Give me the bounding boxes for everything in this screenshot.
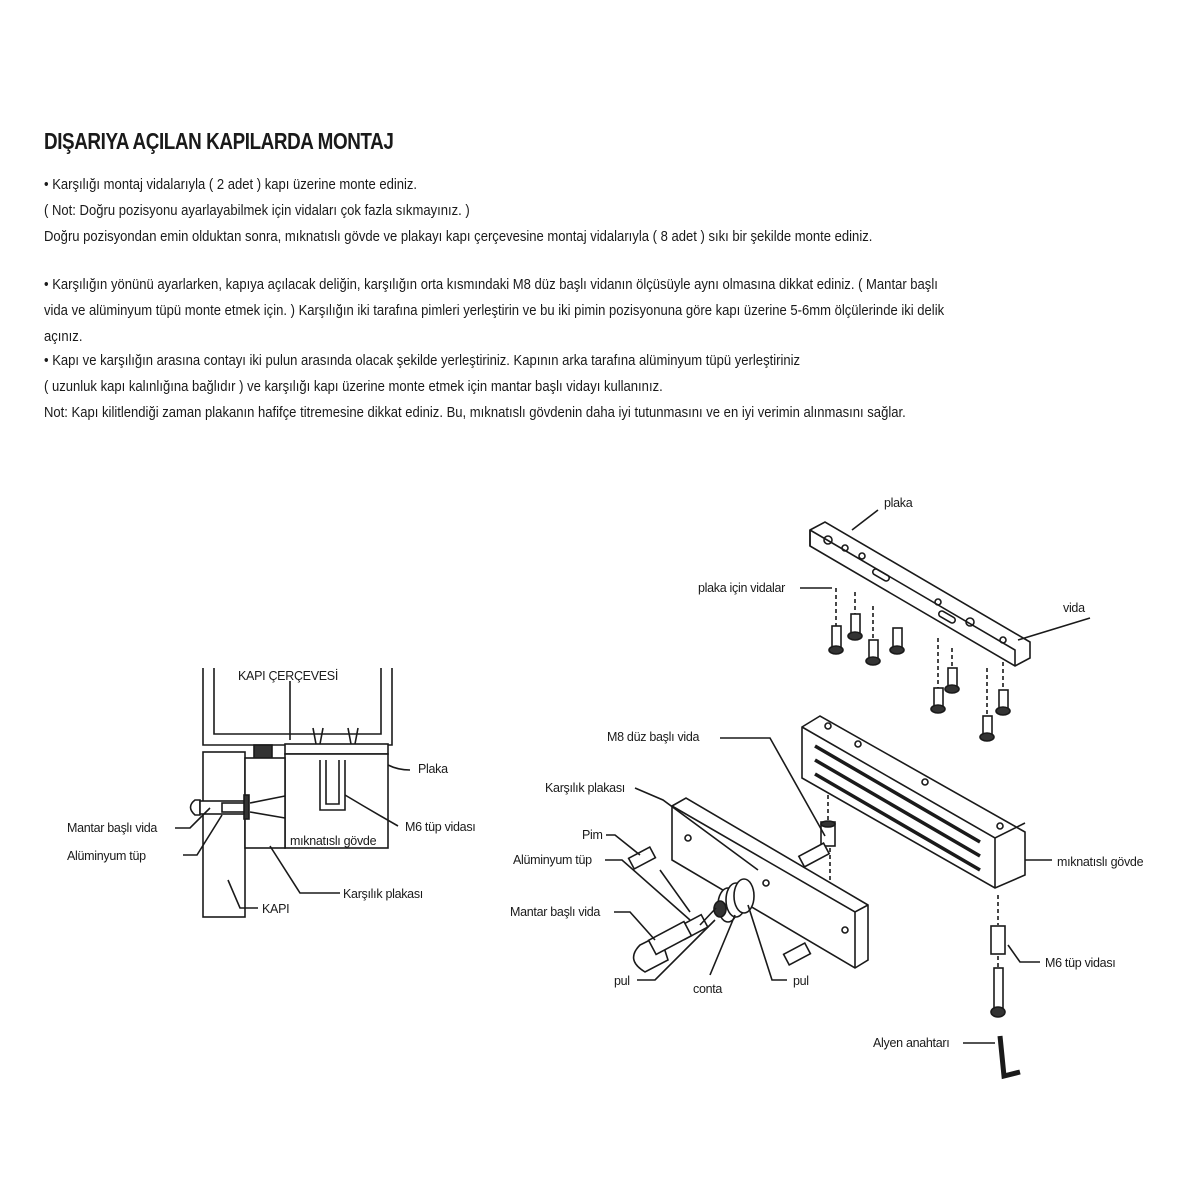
- label-m6-tup-vidasi: M6 tüp vidası: [405, 820, 476, 834]
- label-kapi-cercevesi: KAPI ÇERÇEVESİ: [238, 669, 338, 683]
- label-mantar-basli-vida: Mantar başlı vida: [510, 905, 601, 919]
- text-line: • Karşılığı montaj vidalarıyla ( 2 adet ) kapı üzerine monte ediniz.: [44, 177, 418, 193]
- label-plaka: plaka: [884, 496, 913, 510]
- label-plaka-icin-vidalar: plaka için vidalar: [698, 581, 786, 595]
- label-miknatisli-govde: mıknatıslı gövde: [290, 834, 377, 848]
- text-line: ( uzunluk kapı kalınlığına bağlıdır ) ve karşılığı kapı üzerine monte etmek için mantar başlı vidayı kullanınız.: [44, 379, 663, 395]
- text-line: • Karşılığın yönünü ayarlarken, kapıya açılacak deliğin, karşılığın orta kısmındaki M8 düz başlı vidanın ölçüsüyle aynı olmasına dikkat ediniz. ( Mantar başlı: [44, 277, 938, 293]
- text-line: ( Not: Doğru pozisyonu ayarlayabilmek için vidaları çok fazla sıkmayınız. ): [44, 203, 470, 219]
- text-line: Not: Kapı kilitlendiği zaman plakanın hafifçe titremesine dikkat ediniz. Bu, mıknatıslı gövdenin daha iyi tutunmasını ve en iyi verimin alınmasını sağlar.: [44, 405, 906, 421]
- label-pul-left: pul: [614, 974, 630, 988]
- label-aluminyum-tup: Alüminyum tüp: [67, 849, 146, 863]
- text-line: vida ve alüminyum tüpü monte etmek için. ) Karşılığın iki tarafına pimleri yerleştirin ve bu iki pimin pozisyonuna göre kapı üzerine 5-6mm ölçülerinde iki delik: [44, 303, 945, 319]
- text-line: • Kapı ve karşılığın arasına contayı iki pulun arasında olacak şekilde yerleştiriniz. Kapının arka tarafına alüminyum tüpü yerleştiriniz: [44, 353, 801, 369]
- label-pul-right: pul: [793, 974, 809, 988]
- label-conta: conta: [693, 982, 723, 996]
- label-karsilik-plakasi: Karşılık plakası: [545, 781, 625, 795]
- page-title: DIŞARIYA AÇILAN KAPILARDA MONTAJ: [44, 128, 394, 154]
- label-kapi: KAPI: [262, 902, 290, 916]
- label-m6-tup-vidasi: M6 tüp vidası: [1045, 956, 1116, 970]
- label-aluminyum-tup: Alüminyum tüp: [513, 853, 592, 867]
- label-vida: vida: [1063, 601, 1085, 615]
- label-miknatisli-govde: mıknatıslı gövde: [1057, 855, 1144, 869]
- label-pim: Pim: [582, 828, 603, 842]
- text-line: Doğru pozisyondan emin olduktan sonra, mıknatıslı gövde ve plakayı kapı çerçevesine montaj vidalarıyla ( 8 adet ) sıkı bir şekilde monte ediniz.: [44, 229, 873, 245]
- label-karsilik-plakasi: Karşılık plakası: [343, 887, 423, 901]
- text-line: açınız.: [44, 329, 83, 345]
- label-alyen-anahtari: Alyen anahtarı: [873, 1036, 950, 1050]
- label-m8-duz-basli-vida: M8 düz başlı vida: [607, 730, 700, 744]
- label-mantar-basli-vida: Mantar başlı vida: [67, 821, 158, 835]
- label-plaka: Plaka: [418, 762, 448, 776]
